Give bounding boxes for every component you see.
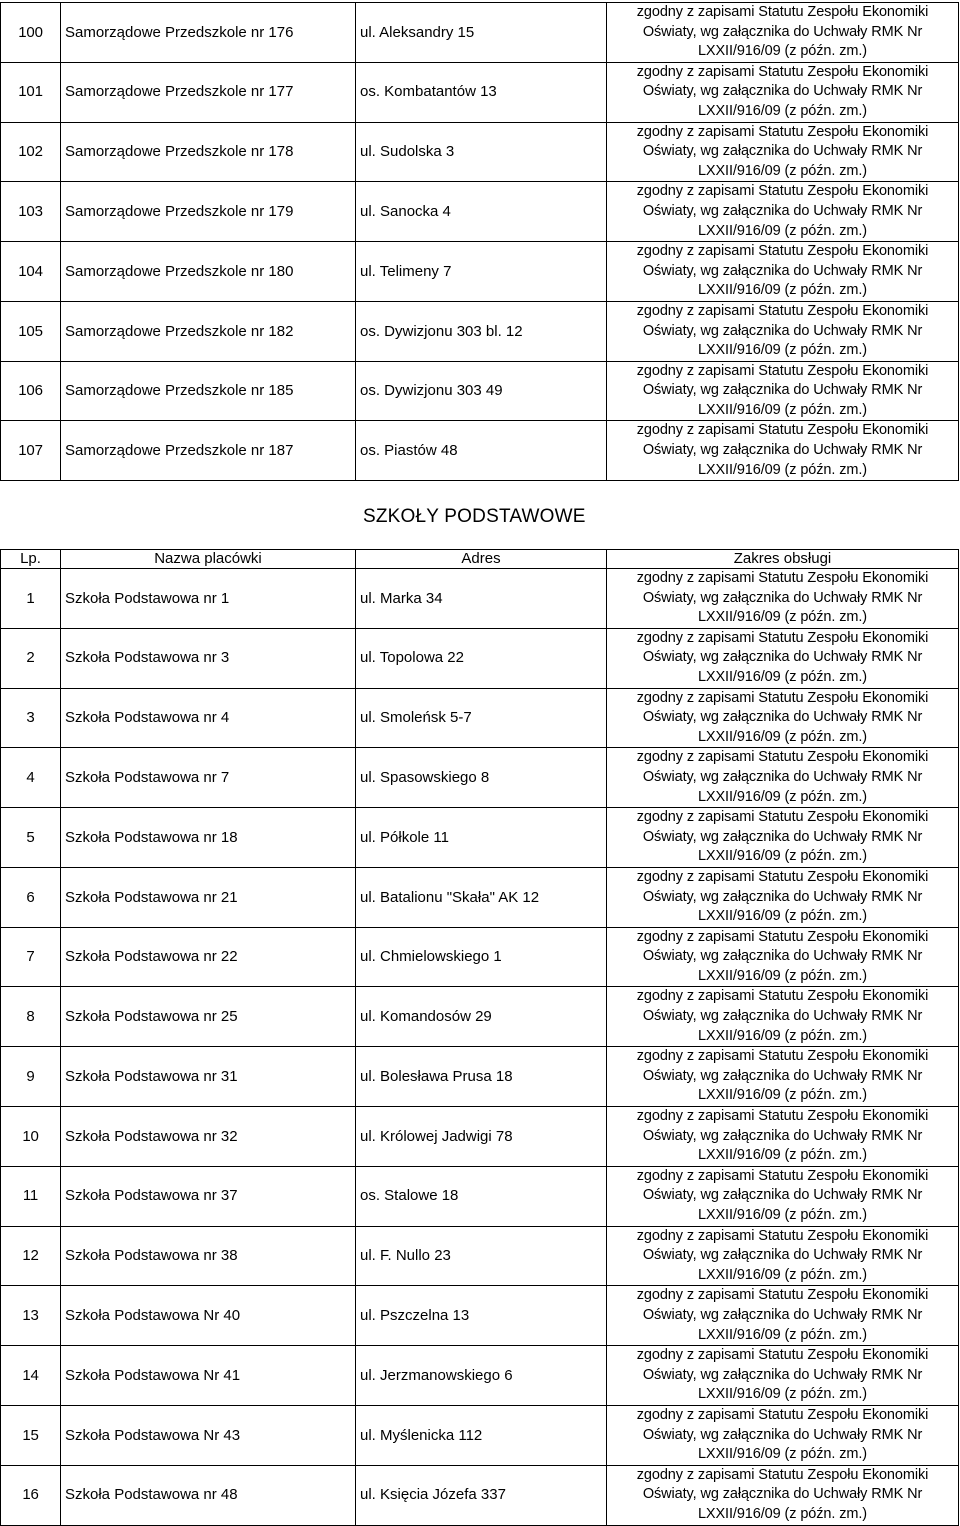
service-scope-line: zgodny z zapisami Statutu Zespołu Ekonomiki [636,1048,929,1065]
service-scope-line: Oświaty, wg załącznika do Uchwały RMK Nr [642,1187,923,1204]
service-scope-line: Oświaty, wg załącznika do Uchwały RMK Nr [642,382,923,399]
row-number: 100 [1,3,61,63]
service-scope-line: LXXII/916/09 (z późn. zm.) [697,728,868,745]
table-row [1,987,959,1047]
table-row [1,361,959,421]
service-scope-line: zgodny z zapisami Statutu Zespołu Ekonomiki [636,302,929,319]
institution-address: ul. Jerzmanowskiego 6 [356,1346,607,1406]
table-row [1,927,959,987]
institution-address: ul. Telimeny 7 [356,242,607,302]
table-row [1,242,959,302]
service-scope-line: LXXII/916/09 (z późn. zm.) [697,967,868,984]
service-scope-line: Oświaty, wg załącznika do Uchwały RMK Nr [642,1067,923,1084]
preschools-table [0,2,959,481]
section-title: SZKOŁY PODSTAWOWE [363,506,586,527]
table-row [1,1346,959,1406]
institution-address: ul. Sanocka 4 [356,182,607,242]
institution-address: os. Kombatantów 13 [356,62,607,122]
service-scope [607,1286,959,1346]
header-lp: Lp. [1,550,61,569]
service-scope-line: Oświaty, wg załącznika do Uchwały RMK Nr [642,262,923,279]
institution-address: ul. Smoleńsk 5-7 [356,688,607,748]
service-scope [607,301,959,361]
institution-address: ul. Bolesława Prusa 18 [356,1047,607,1107]
institution-address: ul. Marka 34 [356,569,607,629]
institution-name: Szkoła Podstawowa nr 22 [61,927,356,987]
institution-address: ul. Królowej Jadwigi 78 [356,1107,607,1167]
service-scope-line: zgodny z zapisami Statutu Zespołu Ekonomiki [636,988,929,1005]
service-scope-line: LXXII/916/09 (z późn. zm.) [697,1087,868,1104]
row-number: 15 [1,1405,61,1465]
table-row [1,1107,959,1167]
row-number: 10 [1,1107,61,1167]
institution-name: Szkoła Podstawowa nr 18 [61,808,356,868]
institution-address: ul. Księcia Józefa 337 [356,1465,607,1525]
institution-address: ul. Pszczelna 13 [356,1286,607,1346]
service-scope [607,1047,959,1107]
service-scope-line: Oświaty, wg załącznika do Uchwały RMK Nr [642,709,923,726]
institution-address: ul. Aleksandry 15 [356,3,607,63]
row-number: 7 [1,927,61,987]
service-scope-line: zgodny z zapisami Statutu Zespołu Ekonomiki [636,1108,929,1125]
row-number: 14 [1,1346,61,1406]
institution-address: os. Stalowe 18 [356,1166,607,1226]
service-scope-line: zgodny z zapisami Statutu Zespołu Ekonomiki [636,809,929,826]
table-row [1,1465,959,1525]
service-scope-line: Oświaty, wg załącznika do Uchwały RMK Nr [642,322,923,339]
institution-name: Szkoła Podstawowa Nr 43 [61,1405,356,1465]
service-scope-line: Oświaty, wg załącznika do Uchwały RMK Nr [642,1426,923,1443]
row-number: 12 [1,1226,61,1286]
service-scope [607,1107,959,1167]
service-scope-line: Oświaty, wg załącznika do Uchwały RMK Nr [642,1486,923,1503]
service-scope-line: LXXII/916/09 (z późn. zm.) [697,1505,868,1522]
service-scope-line: Oświaty, wg załącznika do Uchwały RMK Nr [642,768,923,785]
table-row [1,748,959,808]
service-scope-line: zgodny z zapisami Statutu Zespołu Ekonomiki [636,1167,929,1184]
service-scope [607,987,959,1047]
table-row [1,1226,959,1286]
service-scope [607,3,959,63]
institution-name: Szkoła Podstawowa nr 48 [61,1465,356,1525]
institution-name: Samorządowe Przedszkole nr 185 [61,361,356,421]
header-scope: Zakres obsługi [607,550,959,569]
service-scope-line: Oświaty, wg załącznika do Uchwały RMK Nr [642,1127,923,1144]
service-scope-line: LXXII/916/09 (z późn. zm.) [697,1266,868,1283]
service-scope-line: Oświaty, wg załącznika do Uchwały RMK Nr [642,828,923,845]
institution-address: ul. Myślenicka 112 [356,1405,607,1465]
service-scope [607,1226,959,1286]
row-number: 9 [1,1047,61,1107]
row-number: 8 [1,987,61,1047]
schools-table-header [1,550,959,569]
service-scope-line: LXXII/916/09 (z późn. zm.) [697,609,868,626]
service-scope [607,182,959,242]
institution-name: Samorządowe Przedszkole nr 187 [61,421,356,481]
service-scope-line: zgodny z zapisami Statutu Zespołu Ekonomiki [636,4,929,20]
row-number: 5 [1,808,61,868]
institution-address: ul. Komandosów 29 [356,987,607,1047]
table-row [1,122,959,182]
service-scope [607,927,959,987]
service-scope-line: zgodny z zapisami Statutu Zespołu Ekonomiki [636,1406,929,1423]
table-row [1,688,959,748]
row-number: 1 [1,569,61,629]
service-scope-line: zgodny z zapisami Statutu Zespołu Ekonomiki [636,689,929,706]
institution-name: Szkoła Podstawowa nr 21 [61,867,356,927]
service-scope-line: zgodny z zapisami Statutu Zespołu Ekonomiki [636,1227,929,1244]
row-number: 6 [1,867,61,927]
service-scope-line: LXXII/916/09 (z późn. zm.) [697,282,868,299]
institution-name: Szkoła Podstawowa nr 38 [61,1226,356,1286]
service-scope-line: zgodny z zapisami Statutu Zespołu Ekonomiki [636,1466,929,1483]
institution-name: Szkoła Podstawowa nr 37 [61,1166,356,1226]
institution-name: Szkoła Podstawowa nr 31 [61,1047,356,1107]
service-scope-line: zgodny z zapisami Statutu Zespołu Ekonomiki [636,422,929,439]
table-row [1,808,959,868]
service-scope-line: zgodny z zapisami Statutu Zespołu Ekonomiki [636,749,929,766]
service-scope-line: Oświaty, wg załącznika do Uchwały RMK Nr [642,1366,923,1383]
service-scope-line: Oświaty, wg załącznika do Uchwały RMK Nr [642,1008,923,1025]
institution-address: os. Dywizjonu 303 49 [356,361,607,421]
service-scope-line: LXXII/916/09 (z późn. zm.) [697,401,868,418]
service-scope [607,421,959,481]
service-scope [607,1346,959,1406]
institution-name: Szkoła Podstawowa nr 4 [61,688,356,748]
service-scope-line: zgodny z zapisami Statutu Zespołu Ekonomiki [636,123,929,140]
service-scope [607,62,959,122]
service-scope-line: LXXII/916/09 (z późn. zm.) [697,222,868,239]
institution-name: Samorządowe Przedszkole nr 178 [61,122,356,182]
service-scope-line: LXXII/916/09 (z późn. zm.) [697,668,868,685]
service-scope [607,242,959,302]
row-number: 4 [1,748,61,808]
row-number: 101 [1,62,61,122]
row-number: 3 [1,688,61,748]
service-scope-line: zgodny z zapisami Statutu Zespołu Ekonomiki [636,63,929,80]
table-row [1,421,959,481]
service-scope-line: zgodny z zapisami Statutu Zespołu Ekonomiki [636,183,929,200]
service-scope [607,361,959,421]
service-scope-line: zgodny z zapisami Statutu Zespołu Ekonomiki [636,362,929,379]
institution-name: Szkoła Podstawowa Nr 41 [61,1346,356,1406]
table-row [1,182,959,242]
table-row [1,569,959,629]
table-row [1,628,959,688]
institution-name: Samorządowe Przedszkole nr 180 [61,242,356,302]
row-number: 104 [1,242,61,302]
institution-address: ul. Topolowa 22 [356,628,607,688]
service-scope-line: LXXII/916/09 (z późn. zm.) [697,43,868,60]
institution-address: ul. Chmielowskiego 1 [356,927,607,987]
institution-name: Szkoła Podstawowa nr 3 [61,628,356,688]
service-scope-line: LXXII/916/09 (z późn. zm.) [697,788,868,805]
institution-address: ul. Batalionu "Skała" AK 12 [356,867,607,927]
institution-address: ul. Spasowskiego 8 [356,748,607,808]
row-number: 105 [1,301,61,361]
header-name: Nazwa placówki [61,550,356,569]
service-scope-line: Oświaty, wg załącznika do Uchwały RMK Nr [642,143,923,160]
service-scope-line: zgodny z zapisami Statutu Zespołu Ekonomiki [636,570,929,586]
service-scope [607,867,959,927]
table-row [1,301,959,361]
institution-name: Samorządowe Przedszkole nr 176 [61,3,356,63]
row-number: 11 [1,1166,61,1226]
service-scope-line: zgodny z zapisami Statutu Zespołu Ekonomiki [636,629,929,646]
institution-name: Samorządowe Przedszkole nr 179 [61,182,356,242]
service-scope-line: LXXII/916/09 (z późn. zm.) [697,1207,868,1223]
row-number: 13 [1,1286,61,1346]
service-scope-line: zgodny z zapisami Statutu Zespołu Ekonomiki [636,243,929,260]
service-scope-line: LXXII/916/09 (z późn. zm.) [697,1446,868,1463]
header-address: Adres [356,550,607,569]
table-row [1,3,959,63]
schools-table-body [1,569,959,1526]
service-scope-line: Oświaty, wg załącznika do Uchwały RMK Nr [642,23,923,40]
service-scope [607,628,959,688]
service-scope-line: Oświaty, wg załącznika do Uchwały RMK Nr [642,83,923,100]
service-scope [607,748,959,808]
institution-address: os. Piastów 48 [356,421,607,481]
service-scope [607,1465,959,1525]
institution-name: Szkoła Podstawowa nr 7 [61,748,356,808]
table-row [1,1166,959,1226]
institution-name: Szkoła Podstawowa Nr 40 [61,1286,356,1346]
institution-address: os. Dywizjonu 303 bl. 12 [356,301,607,361]
service-scope-line: zgodny z zapisami Statutu Zespołu Ekonomiki [636,868,929,885]
service-scope [607,1405,959,1465]
service-scope-line: LXXII/916/09 (z późn. zm.) [697,1326,868,1343]
row-number: 102 [1,122,61,182]
service-scope-line: LXXII/916/09 (z późn. zm.) [697,848,868,865]
institution-address: ul. F. Nullo 23 [356,1226,607,1286]
service-scope-line: Oświaty, wg załącznika do Uchwały RMK Nr [642,1247,923,1264]
preschools-table-body [1,3,959,481]
service-scope-line: LXXII/916/09 (z późn. zm.) [697,461,868,478]
row-number: 16 [1,1465,61,1525]
institution-name: Samorządowe Przedszkole nr 182 [61,301,356,361]
institution-name: Szkoła Podstawowa nr 32 [61,1107,356,1167]
service-scope-line: LXXII/916/09 (z późn. zm.) [697,1386,868,1403]
institution-name: Szkoła Podstawowa nr 25 [61,987,356,1047]
service-scope-line: Oświaty, wg załącznika do Uchwały RMK Nr [642,589,923,606]
service-scope-line: LXXII/916/09 (z późn. zm.) [697,908,868,925]
institution-name: Samorządowe Przedszkole nr 177 [61,62,356,122]
service-scope-line: LXXII/916/09 (z późn. zm.) [697,1027,868,1044]
service-scope [607,688,959,748]
row-number: 103 [1,182,61,242]
service-scope [607,122,959,182]
row-number: 106 [1,361,61,421]
service-scope-line: zgodny z zapisami Statutu Zespołu Ekonomiki [636,928,929,945]
service-scope-line: Oświaty, wg załącznika do Uchwały RMK Nr [642,442,923,459]
institution-address: ul. Sudolska 3 [356,122,607,182]
service-scope-line: Oświaty, wg załącznika do Uchwały RMK Nr [642,888,923,905]
table-row [1,62,959,122]
service-scope-line: Oświaty, wg załącznika do Uchwały RMK Nr [642,649,923,666]
table-row [1,867,959,927]
table-row [1,1405,959,1465]
service-scope [607,569,959,629]
institution-name: Szkoła Podstawowa nr 1 [61,569,356,629]
service-scope-line: LXXII/916/09 (z późn. zm.) [697,102,868,119]
table-row [1,1286,959,1346]
service-scope-line: zgodny z zapisami Statutu Zespołu Ekonomiki [636,1287,929,1304]
service-scope-line: Oświaty, wg załącznika do Uchwały RMK Nr [642,1306,923,1323]
service-scope-line: zgodny z zapisami Statutu Zespołu Ekonomiki [636,1347,929,1364]
service-scope-line: Oświaty, wg załącznika do Uchwały RMK Nr [642,948,923,965]
row-number: 107 [1,421,61,481]
institution-address: ul. Półkole 11 [356,808,607,868]
service-scope-line: Oświaty, wg załącznika do Uchwały RMK Nr [642,202,923,219]
table-row [1,1047,959,1107]
service-scope-line: LXXII/916/09 (z późn. zm.) [697,342,868,359]
service-scope-line: LXXII/916/09 (z późn. zm.) [697,1147,868,1164]
row-number: 2 [1,628,61,688]
service-scope-line: LXXII/916/09 (z późn. zm.) [697,162,868,179]
service-scope [607,1166,959,1226]
schools-table [0,549,959,1526]
service-scope [607,808,959,868]
